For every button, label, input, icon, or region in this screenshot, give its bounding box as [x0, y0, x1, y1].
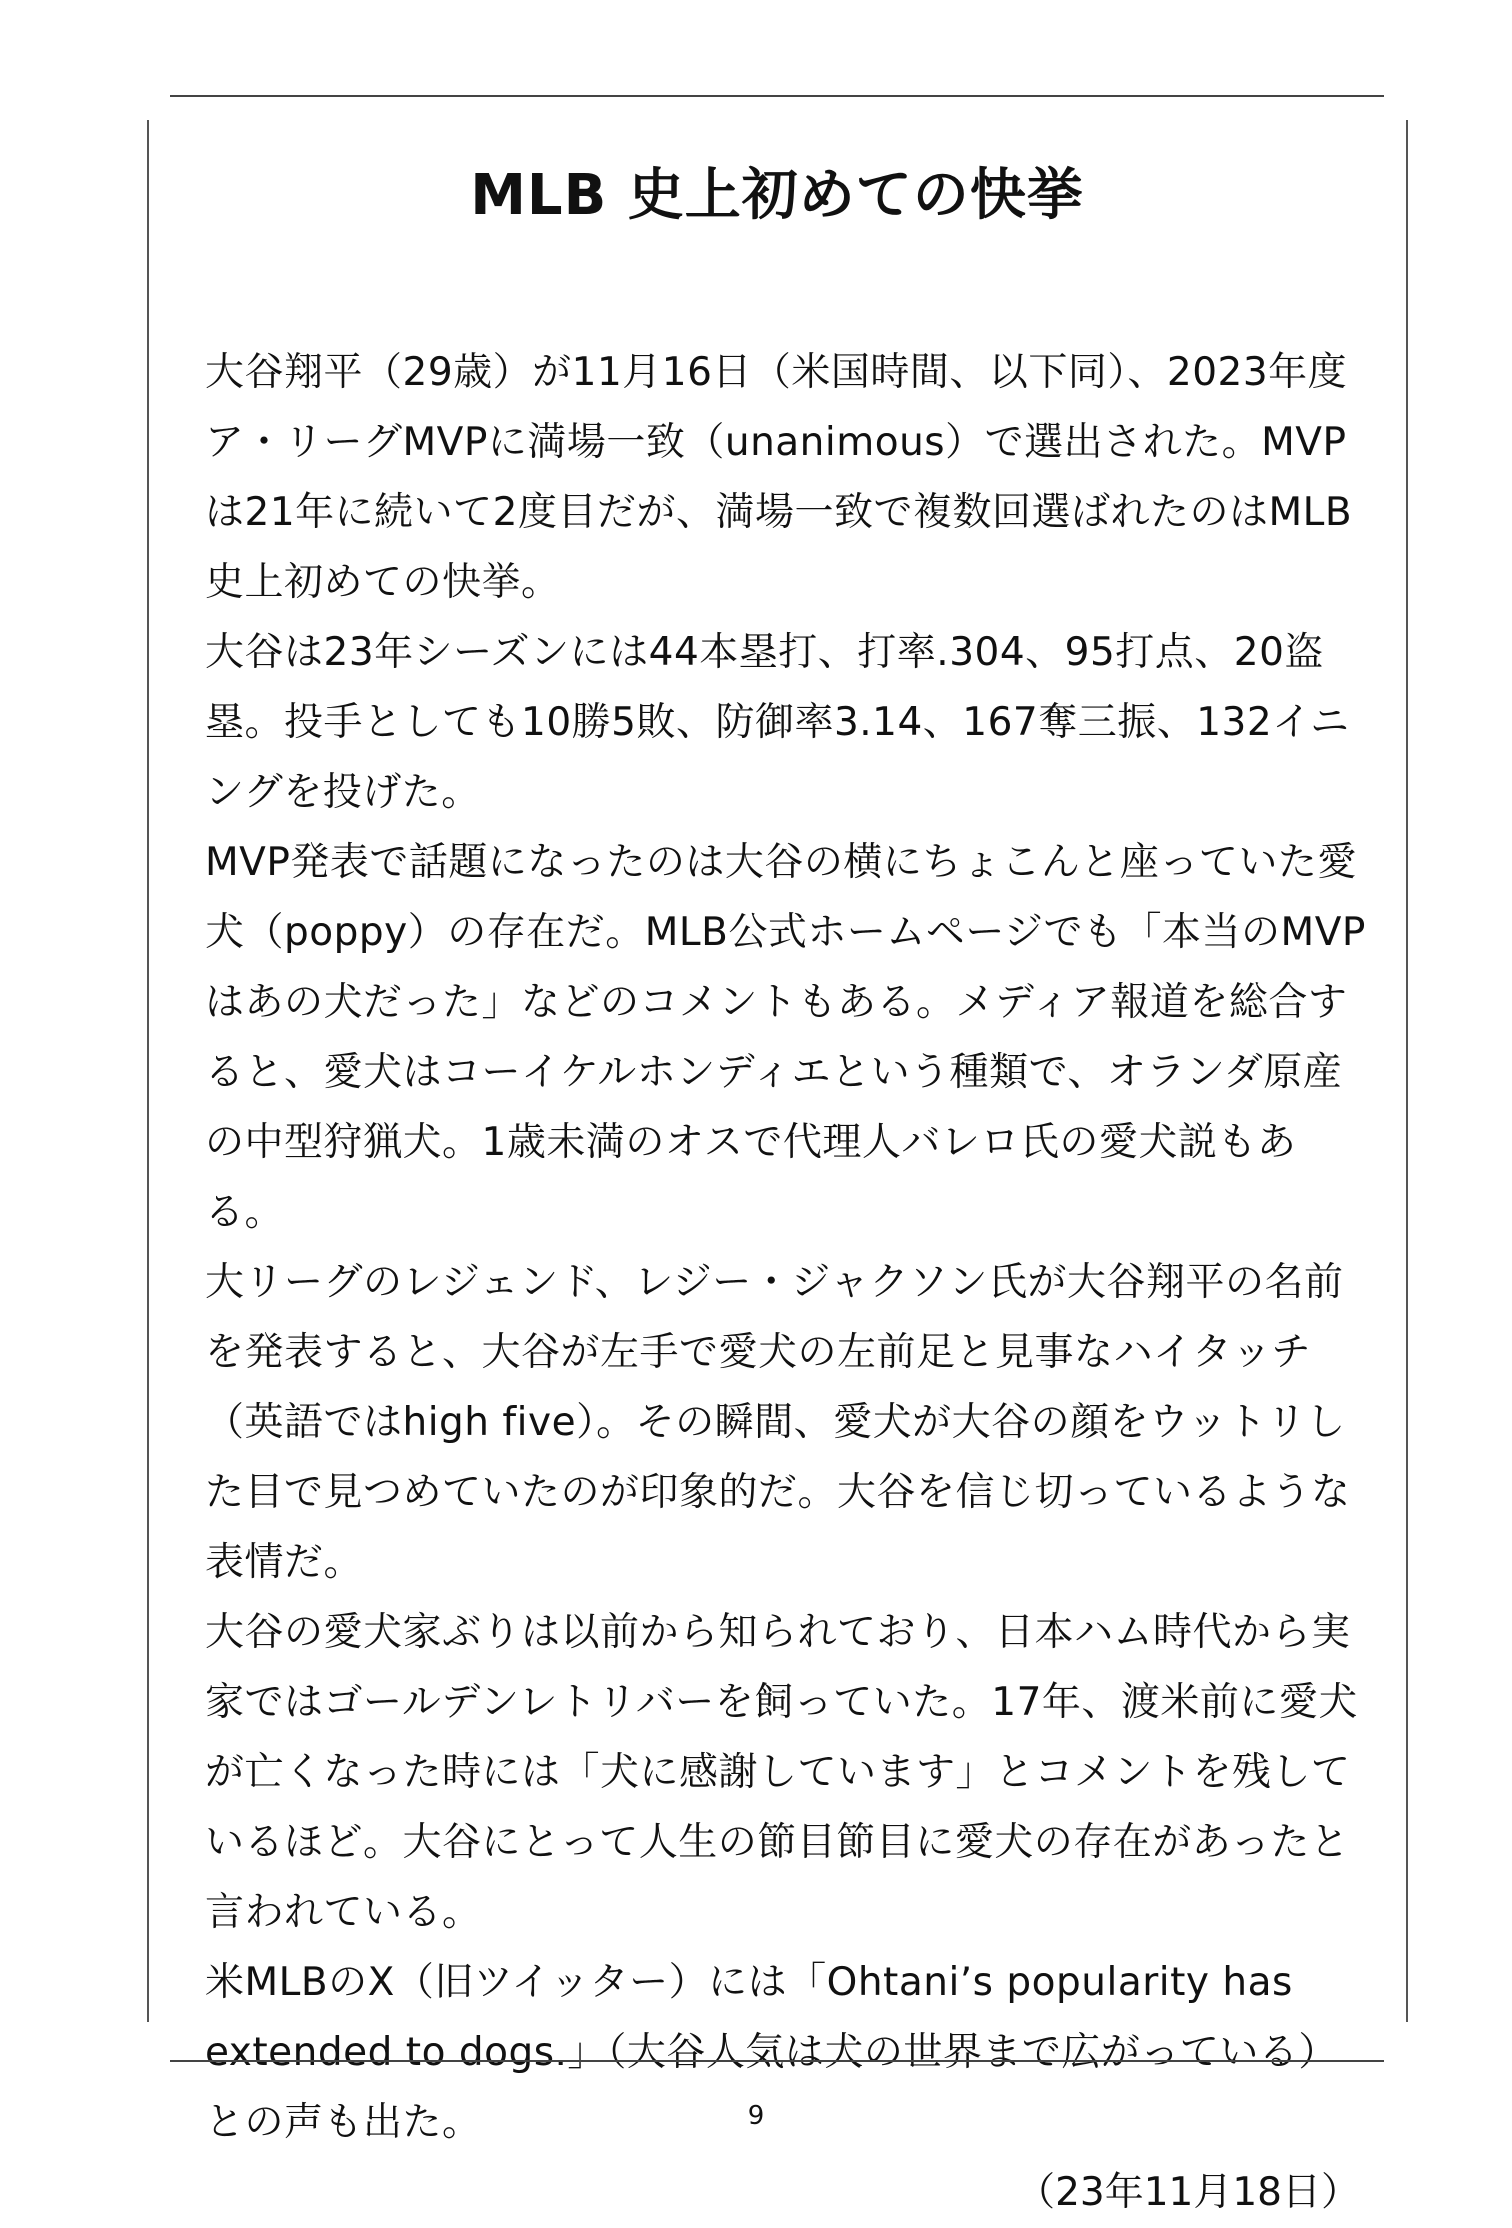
right-rule: [1406, 120, 1408, 2022]
paragraph: MVP発表で話題になったのは大谷の横にちょこんと座っていた愛犬（poppy）の存在だ。MLB公式ホームページでも「本当のMVPはあの犬だった」などのコメントもある。メディア報道を総合すると、愛犬はコーイケルホンディエという種類で、オランダ原産の中型狩猟犬。1歳未満のオスで代理人バレロ氏の愛犬説もある。: [205, 840, 1366, 1235]
paragraph: 大谷の愛犬家ぶりは以前から知られており、日本ハム時代から実家ではゴールデンレトリバーを飼っていた。17年、渡米前に愛犬が亡くなった時には「犬に感謝しています」とコメントを残しているほど。大谷にとって人生の節目節目に愛犬の存在があったと言われている。: [205, 1610, 1358, 1935]
left-rule: [147, 120, 149, 2022]
paragraph: 米MLBのX（旧ツイッター）には「Ohtani’s popularity has extended to dogs.」（大谷人気は犬の世界まで広がっている）との声も出た。: [205, 1960, 1338, 2145]
paragraph: 大リーグのレジェンド、レジー・ジャクソン氏が大谷翔平の名前を発表すると、大谷が左手で愛犬の左前足と見事なハイタッチ（英語ではhigh five）。その瞬間、愛犬が大谷の顔をウットリした目で見つめていたのが印象的だ。大谷を信じ切っているような表情だ。: [205, 1260, 1351, 1585]
article-body: [205, 338, 1375, 2228]
paragraph: 大谷は23年シーズンには44本塁打、打率.304、95打点、20盗塁。投手としても10勝5敗、防御率3.14、167奪三振、132イニングを投げた。: [205, 630, 1350, 815]
page-number: 9: [747, 2101, 765, 2131]
page-title: MLB 史上初めての快挙: [470, 163, 1084, 228]
article-date: （23年11月18日）: [1016, 2170, 1360, 2215]
paragraph: 大谷翔平（29歳）が11月16日（米国時間、以下同）、2023年度ア・リーグMVPに満場一致（unanimous）で選出された。MVPは21年に続いて2度目だが、満場一致で複数回選ばれたのはMLB史上初めての快挙。: [205, 350, 1353, 605]
top-rule: [170, 95, 1384, 97]
bottom-rule: [170, 2060, 1384, 2062]
